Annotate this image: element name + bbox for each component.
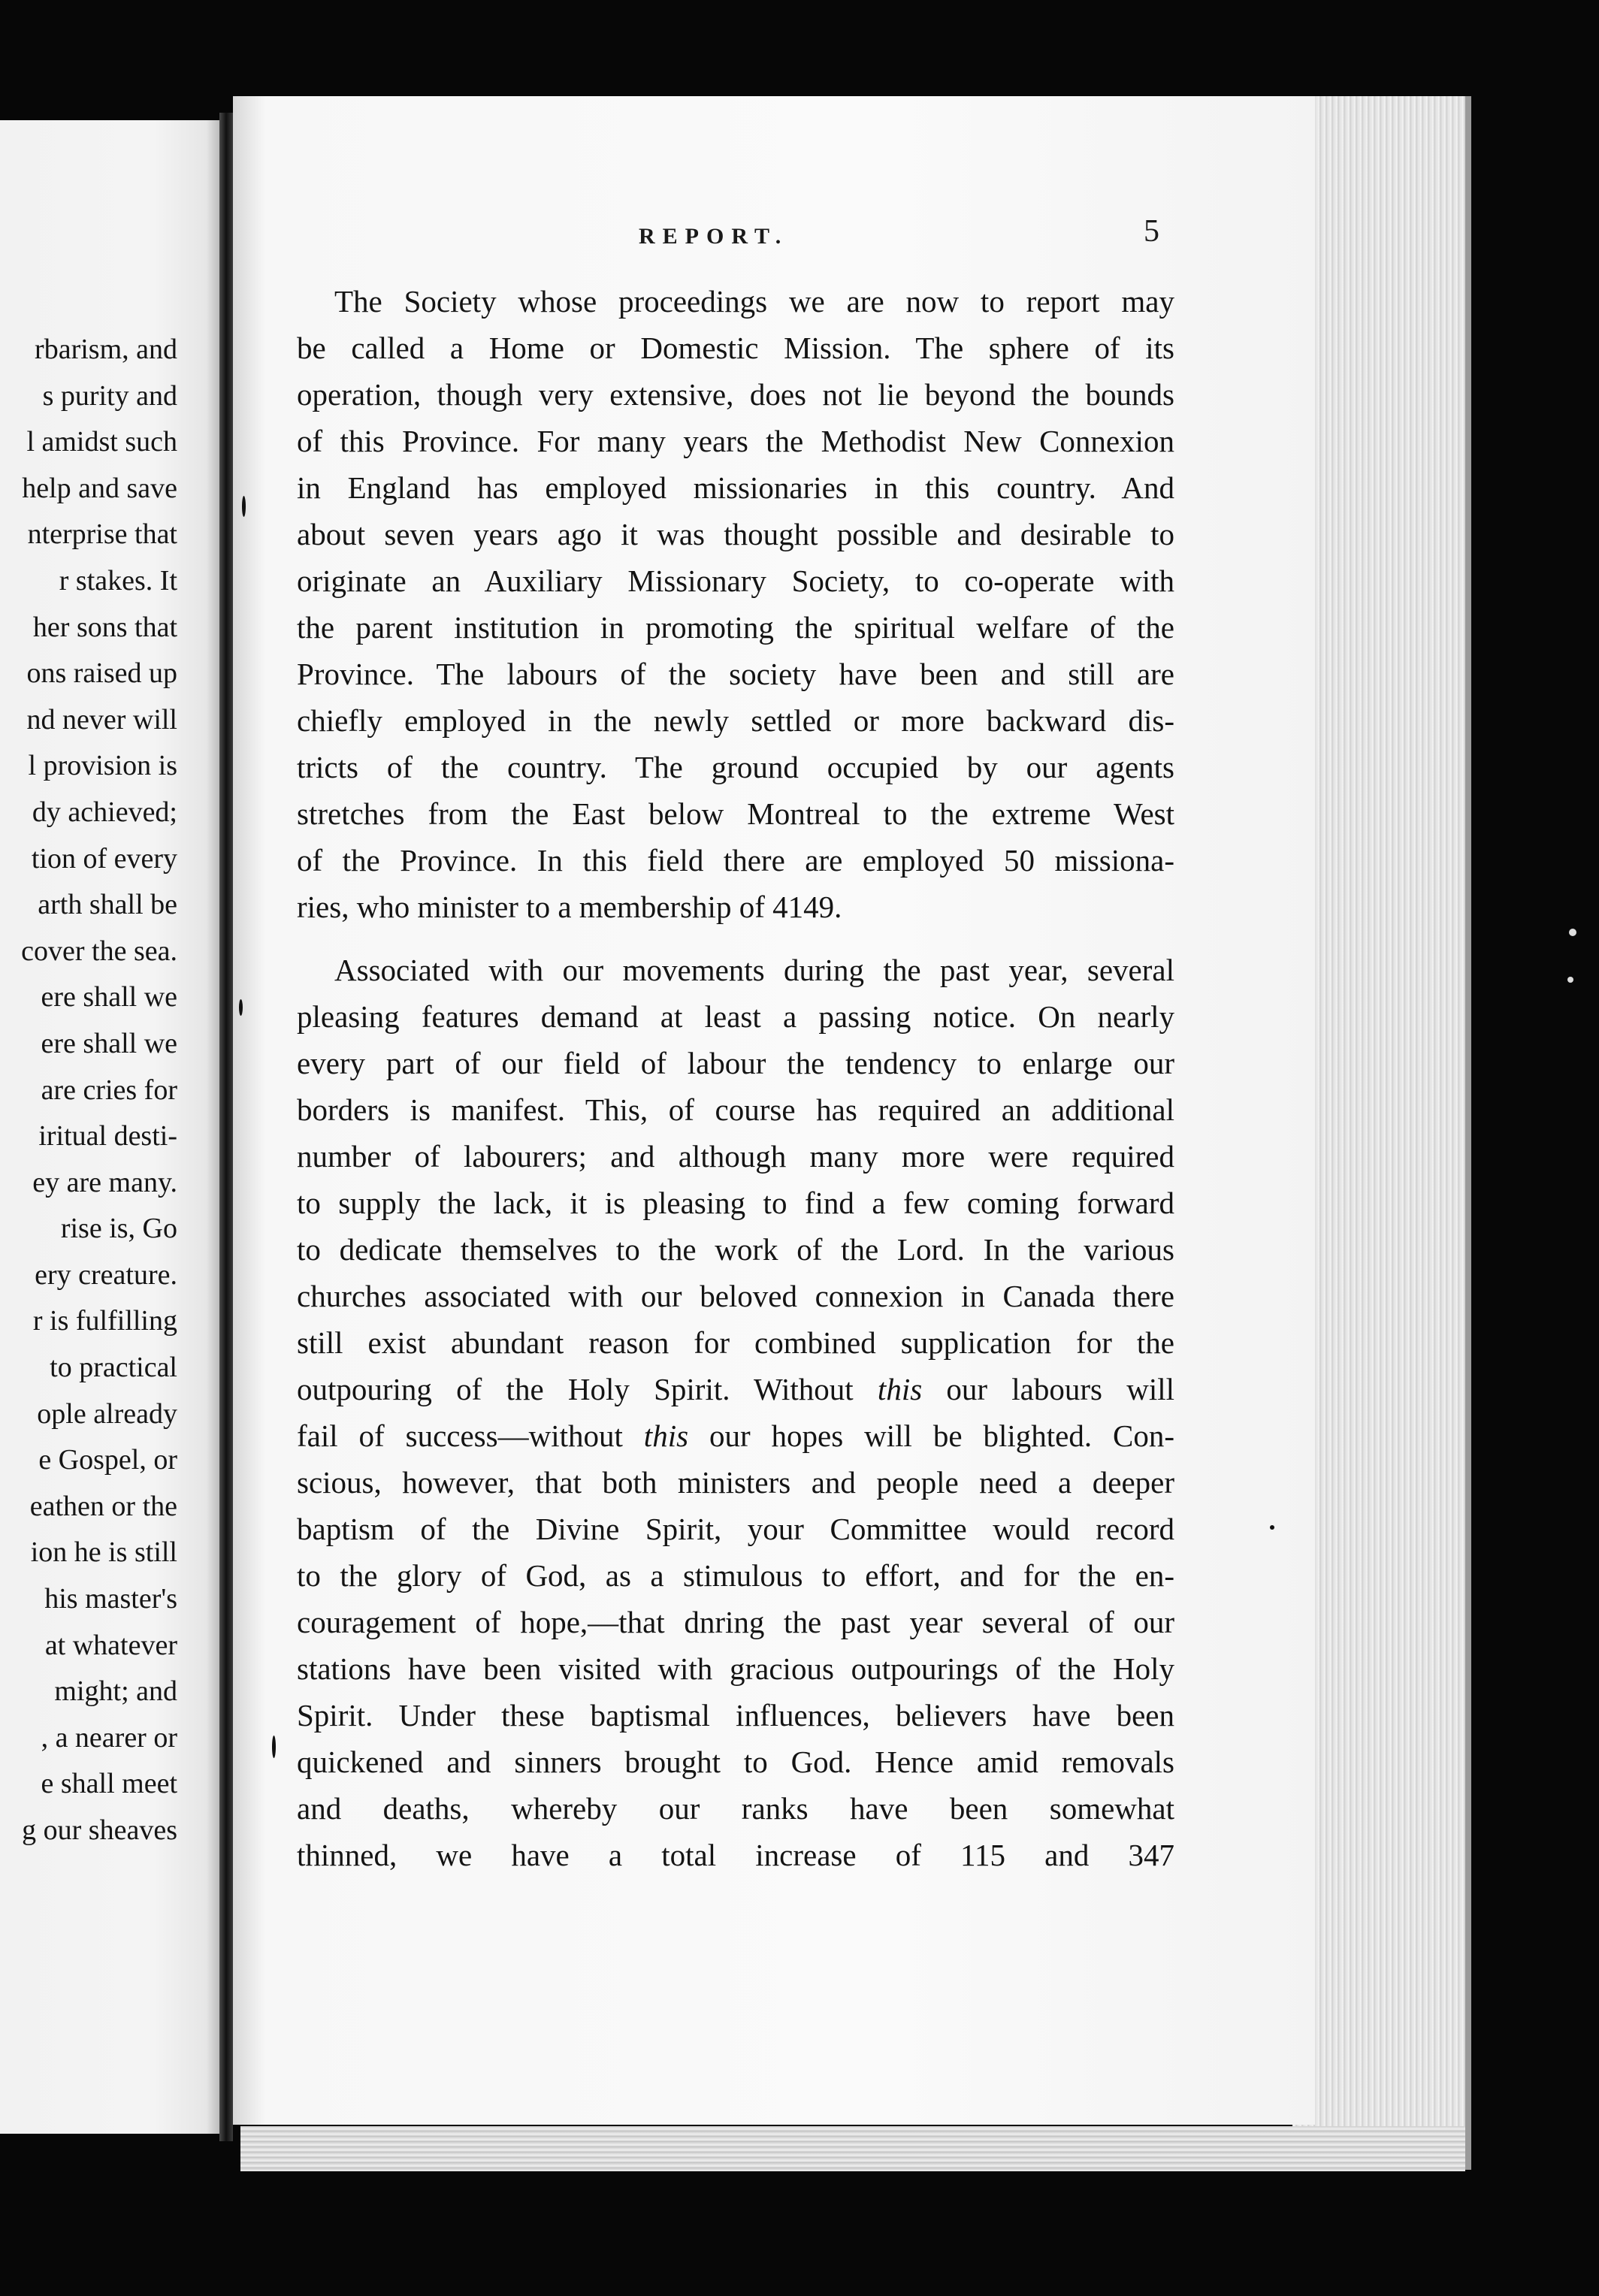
left-page-line: cover the sea. (21, 935, 177, 967)
text-line: Associated with our movements during the past year, several (334, 953, 1174, 987)
text-line: originate an Auxiliary Missionary Society, to co-operate with (297, 563, 1174, 598)
italic-emphasis: this (643, 1418, 689, 1453)
left-page-line: , a nearer or (41, 1721, 177, 1754)
text-line: borders is manifest. This, of course has required an additional (297, 1092, 1174, 1127)
left-page-line: iritual desti- (38, 1120, 177, 1153)
scan-speck (1567, 977, 1573, 983)
text-line: scious, however, that both ministers and people need a deeper (297, 1465, 1174, 1500)
left-page-line: to practical (50, 1352, 177, 1384)
left-page-line: l provision is (28, 750, 177, 782)
text-line: still exist abundant reason for combined supplication for the (297, 1325, 1174, 1360)
text-line: outpouring of the Holy Spirit. Without this our labours will (297, 1372, 1174, 1406)
text-line: about seven years ago it was thought possible and desirable to (297, 517, 1174, 551)
report-body-text (297, 278, 1174, 1878)
text-line: the parent institution in promoting the spiritual welfare of the (297, 610, 1174, 645)
page-edges (1292, 96, 1471, 2170)
left-page-line: ion he is still (30, 1536, 177, 1569)
left-page-line: ere shall we (41, 1027, 177, 1059)
left-page-line: arth shall be (38, 889, 177, 921)
text-line: of this Province. For many years the Methodist New Connexion (297, 424, 1174, 458)
text-line: and deaths, whereby our ranks have been somewhat (297, 1791, 1174, 1826)
left-page-line: nterprise that (27, 518, 177, 551)
text-line: in England has employed missionaries in this country. And (297, 470, 1174, 505)
book-gutter (219, 113, 233, 2141)
text-line: churches associated with our beloved connexion in Canada there (297, 1279, 1174, 1313)
text-line: Spirit. Under these baptismal influences, believers have been (297, 1698, 1174, 1733)
left-page-line: ery creature. (35, 1258, 177, 1291)
left-page-line: e shall meet (41, 1768, 177, 1800)
text-line: fail of success—without this our hopes will be blighted. Con- (297, 1418, 1174, 1453)
scan-speck (272, 1736, 276, 1758)
left-page-line: eathen or the (29, 1490, 177, 1522)
left-page-line: s purity and (42, 379, 177, 412)
left-page-text (0, 327, 177, 1854)
left-page (0, 120, 219, 2134)
text-line: to supply the lack, it is pleasing to find a few coming forward (297, 1186, 1174, 1220)
scan-speck (242, 496, 246, 517)
bottom-page-edges (240, 2126, 1465, 2171)
left-page-line: might; and (54, 1675, 177, 1708)
text-line: be called a Home or Domestic Mission. The sphere of its (297, 331, 1174, 365)
text-line: to dedicate themselves to the work of the Lord. In the various (297, 1232, 1174, 1267)
text-line: pleasing features demand at least a passing notice. On nearly (297, 999, 1174, 1034)
left-page-line: rise is, Go (60, 1213, 177, 1245)
text-line: stations have been visited with gracious outpourings of the Holy (297, 1651, 1174, 1686)
text-line: baptism of the Divine Spirit, your Committee would record (297, 1512, 1174, 1546)
left-page-line: help and save (22, 472, 177, 504)
left-page-line: tion of every (31, 842, 177, 875)
scan-speck (1270, 1525, 1274, 1530)
left-page-line: r is fulfilling (32, 1305, 177, 1337)
running-head: REPORT. (639, 224, 789, 249)
page-number: 5 (1144, 214, 1159, 249)
left-page-line: r stakes. It (59, 564, 177, 597)
text-line: number of labourers; and although many more were required (297, 1139, 1174, 1174)
left-page-line: his master's (44, 1583, 177, 1615)
left-page-line: nd never will (26, 703, 177, 736)
left-page-line: dy achieved; (32, 796, 177, 828)
left-page-line: her sons that (32, 611, 177, 643)
text-line: ries, who minister to a membership of 4149. (297, 890, 842, 924)
text-line: tricts of the country. The ground occupied by our agents (297, 750, 1174, 784)
text-line: to the glory of God, as a stimulous to effort, and for the en- (297, 1558, 1174, 1593)
text-line: thinned, we have a total increase of 115 and 347 (297, 1838, 1174, 1872)
scan-speck (239, 999, 243, 1016)
left-page-line: g our sheaves (22, 1814, 177, 1846)
text-line: of the Province. In this field there are employed 50 missiona- (297, 843, 1174, 878)
text-line: chiefly employed in the newly settled or more backward dis- (297, 703, 1174, 738)
paragraph-2 (297, 947, 1174, 1878)
left-page-line: ere shall we (41, 981, 177, 1014)
left-page-line: ople already (37, 1397, 177, 1430)
left-page-line: e Gospel, or (38, 1444, 177, 1476)
left-page-line: l amidst such (26, 426, 177, 458)
left-page-line: at whatever (44, 1629, 177, 1661)
left-page-line: rbarism, and (35, 334, 177, 365)
text-line: Province. The labours of the society have been and still are (297, 657, 1174, 691)
text-line: quickened and sinners brought to God. Hence amid removals (297, 1745, 1174, 1779)
text-line: couragement of hope,—that dnring the past year several of our (297, 1605, 1174, 1639)
scan-speck (1569, 929, 1576, 936)
left-page-line: ey are many. (32, 1166, 177, 1198)
text-line: stretches from the East below Montreal to the extreme West (297, 796, 1174, 831)
text-line: every part of our field of labour the tendency to enlarge our (297, 1046, 1174, 1080)
italic-emphasis: this (877, 1372, 923, 1406)
text-line: operation, though very extensive, does not lie beyond the bounds (297, 377, 1174, 412)
text-line: The Society whose proceedings we are now to report may (334, 284, 1174, 319)
paragraph-1 (297, 278, 1174, 930)
left-page-line: are cries for (41, 1074, 177, 1106)
left-page-line: ons raised up (26, 657, 177, 690)
